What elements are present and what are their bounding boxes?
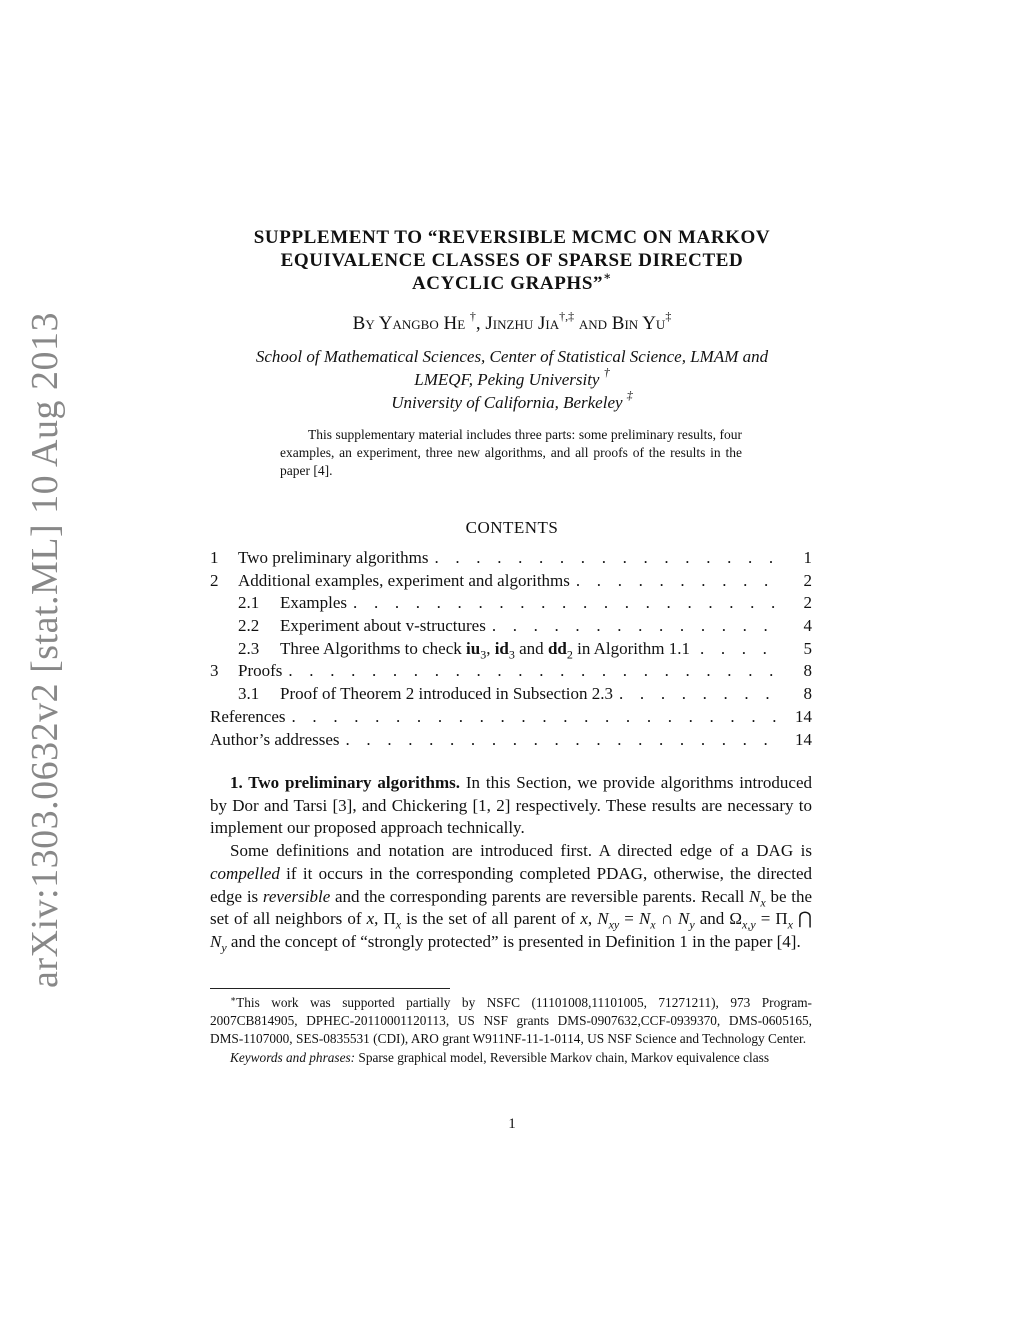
author-jia: Jinzhu Jia [485, 313, 560, 334]
footnote-rule [210, 988, 450, 989]
toc-entry[interactable]: References . . . 14 [210, 707, 812, 730]
abstract: This supplementary material includes three parts: some preliminary results, four examples, an experiment, three new algorithms, and all proofs of the results in the paper [4]. [280, 427, 742, 478]
title-line-3: ACYCLIC GRAPHS”∗ [411, 269, 612, 294]
toc-entry[interactable]: 2.3 Three Algorithms to check $iu_3$, $id_3$ and $dd_2$ in Algorithm 1.1 . . . 5 [210, 639, 812, 662]
author-yu: Bin Yu [611, 313, 666, 334]
footnotes [210, 994, 812, 1067]
toc-entry[interactable]: 3.1 Proof of Theorem 2 introduced in Subsection 2.3 . . . 8 [210, 684, 812, 707]
toc-entry[interactable]: 1 Two preliminary algorithms . . . 1 [210, 548, 812, 571]
paper-title [200, 226, 824, 295]
affiliation-line-2: LMEQF, Peking University † [414, 365, 610, 389]
section-1-para-2: Some definitions and notation are introduced first. A directed edge of a DAG is compelled if it occurs in the corresponding completed PDAG, otherwise, the directed edge is reversible and the corresponding parents are reversible parents. Recall $N_x$ be the set of all neighbors of x, $\Pi_x$ is the set of all parent of x, $N_{xy} = N_x$ ∩ $N_y$ and $\Omega_{x,y} = \Pi_x$ ⋂ $N_y$ and the concept of “strongly protected” is presented in Definition 1 in the paper [4]. [210, 841, 812, 955]
toc-entry[interactable]: 2.1 Examples . . . 2 [210, 593, 812, 616]
title-line-2: EQUIVALENCE CLASSES OF SPARSE DIRECTED [280, 250, 744, 271]
funding-footnote: ∗This work was supported partially by NSFC (11101008,11101005, 71271211), 973 Program-2007CB814905, DPHEC-20110001120113, US NSF grants DMS-0907632,CCF-0939370, DMS-0605165, DMS-1107000, SES-0835531 (CDI), ARO grant W911NF-11-1-0114, US NSF Science and Technology Center. [210, 994, 812, 1047]
arxiv-stamp: arXiv:1303.0632v2 [stat.ML] 10 Aug 2013 [24, 311, 67, 989]
author-he: Yangbo He [378, 313, 466, 334]
toc-entry[interactable]: 3 Proofs . . . 8 [210, 661, 812, 684]
toc-entry[interactable]: Author’s addresses . . . 14 [210, 730, 812, 753]
author-line: By Yangbo He †, Jinzhu Jia†,‡ and Bin Yu‡ [352, 309, 672, 334]
toc-entry[interactable]: 2.2 Experiment about v-structures . . . 4 [210, 616, 812, 639]
section-1 [210, 772, 812, 954]
table-of-contents [210, 548, 812, 752]
keywords-footnote: Keywords and phrases: Sparse graphical model, Reversible Markov chain, Markov equivalence class [230, 1049, 770, 1065]
page-number: 1 [508, 1116, 516, 1132]
section-heading: 1. Two preliminary algorithms. [230, 773, 461, 792]
affiliation-line-1: School of Mathematical Sciences, Center of Statistical Science, LMAM and [255, 347, 769, 366]
toc-entry[interactable]: 2 Additional examples, experiment and algorithms . . . 2 [210, 571, 812, 594]
title-line-1: SUPPLEMENT TO “REVERSIBLE MCMC ON MARKOV [253, 227, 771, 248]
affiliations [200, 345, 824, 414]
section-1-para-1: 1. Two preliminary algorithms. In this Section, we provide algorithms introduced by Dor and Tarsi [3], and Chickering [1, 2] respectively. These results are necessary to implement our proposed approach technically. [210, 773, 813, 838]
affiliation-line-3: University of California, Berkeley ‡ [391, 388, 633, 412]
contents-heading: CONTENTS [465, 518, 559, 537]
